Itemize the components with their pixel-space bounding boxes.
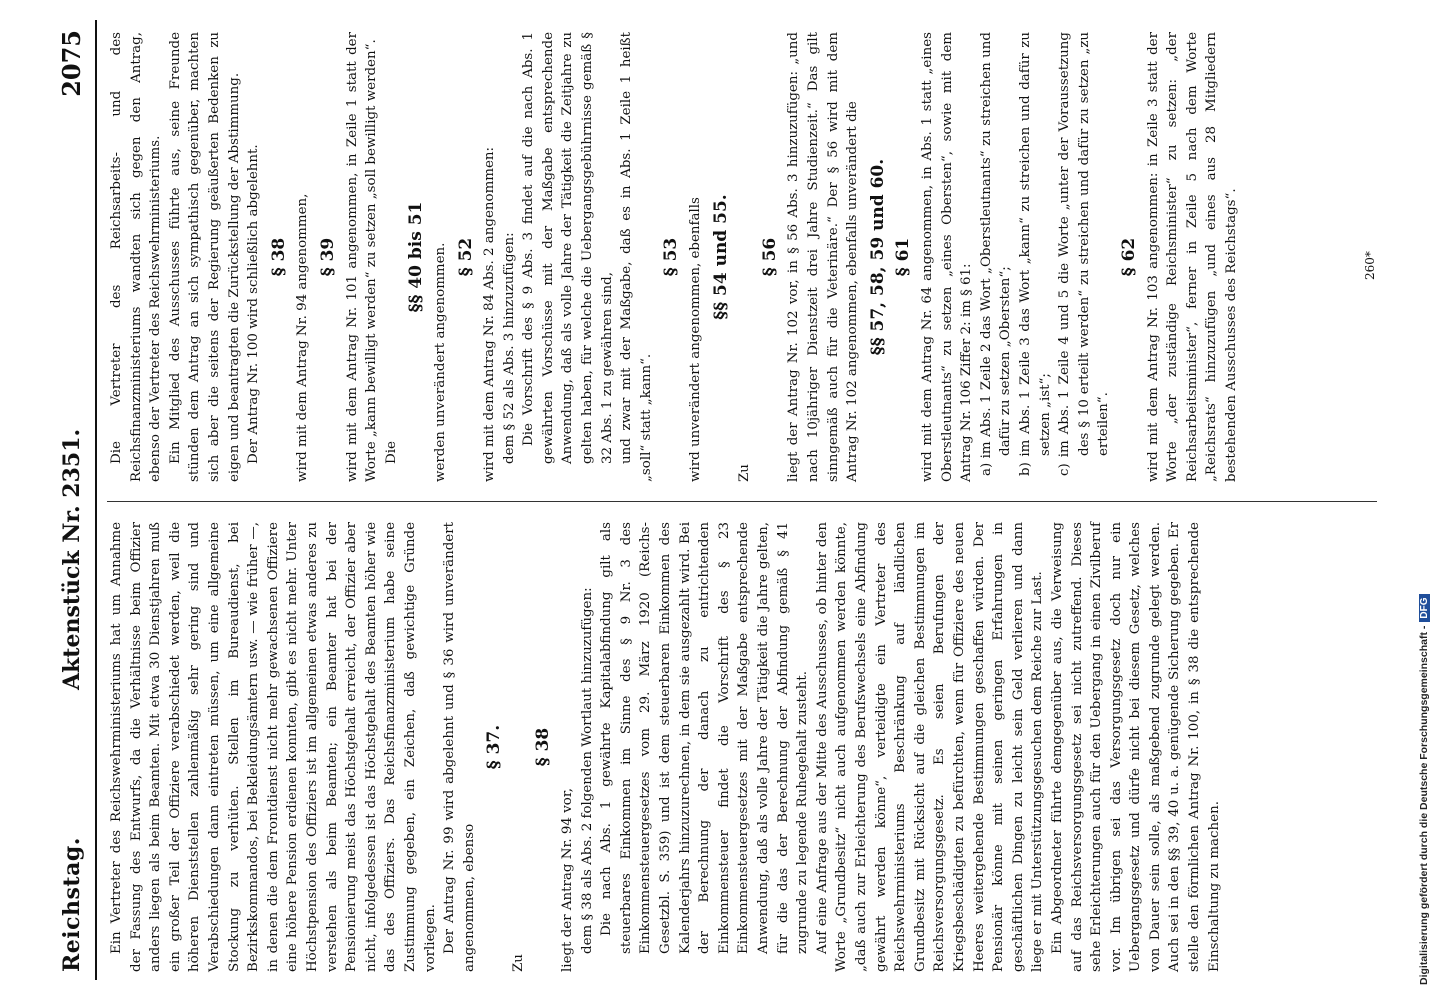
section-heading: § 38 bbox=[268, 237, 289, 277]
paragraph: wird mit dem Antrag Nr. 84 Abs. 2 angenommen: bbox=[482, 146, 498, 482]
section-heading: §§ 57, 58, 59 und 60. bbox=[867, 158, 888, 356]
paragraph: Der Antrag Nr. 100 wird schließlich abgelehnt. bbox=[246, 144, 262, 464]
paragraph: dem § 38 als Abs. 2 folgenden Wortlaut hinzuzufügen: bbox=[579, 587, 595, 954]
section-heading: §§ 40 bis 51 bbox=[406, 201, 427, 313]
paragraph: c) im Abs. 1 Zeile 4 und 5 die Worte „unter der Voraussetzung des § 10 erteilt werden“ zu streichen und dafür zu setzen „zu erteilen“. bbox=[1057, 32, 1112, 476]
left-column bbox=[107, 522, 1224, 972]
paragraph: Ein Abgeordneter führte demgegenüber aus, die Verweisung auf das Reichsversorgungsgesetz sei nicht zutreffend. Dieses sehe Erleichterungen auch für den Uebergang in einen Zivilberuf vor. Im übrigen sei das Versorgungsgesetz doch nur ein Uebergangsgesetz und dürfe nicht bei diesem Gesetz, welches von Dauer sein solle, als maßgebend zugrunde gelegt werden. Auch sei in den §§ 39, 40 u. a. genügende Sicherung gegeben. Er stelle den förmlichen Antrag Nr. 100, in § 38 die entsprechende Einschaltung zu machen. bbox=[1049, 522, 1222, 972]
section-heading: § 62 bbox=[1118, 237, 1139, 277]
paragraph: b) im Abs. 1 Zeile 3 das Wort „kann“ zu streichen und dafür zu setzen „ist“; bbox=[1017, 32, 1053, 476]
digitization-note-text: Digitalisierung gefördert durch die Deutsche Forschungsgemeinschaft - bbox=[1418, 625, 1430, 985]
section-heading: § 61 bbox=[893, 237, 914, 277]
section-heading: §§ 54 und 55. bbox=[710, 194, 731, 320]
paragraph: und zwar mit der Maßgabe, daß es in Abs. 1 Zeile 1 heißt „soll“ statt „kann“. bbox=[619, 32, 654, 482]
paragraph: wird mit dem Antrag Nr. 64 angenommen, in Abs. 1 statt „eines Oberstleutnants“ zu setzen „eines Obersten“, sowie mit dem Antrag Nr. 106 Ziffer 2: im § 61: bbox=[919, 32, 975, 482]
column-divider bbox=[107, 501, 1377, 502]
dfg-logo: DFG bbox=[1419, 595, 1430, 622]
paragraph: Ein Vertreter des Reichswehrministeriums hat um Annahme der Fassung des Entwurfs, da die Verhältnisse beim Offizier anders liegen als beim Beamten. Mit etwa 30 Dienstjahren muß ein großer Teil der Offiziere verabschiedet werden, weil die höheren Dienststellen zahlenmäßig sehr gering sind und Verabschiedungen dann eintreten müssen, um eine allgemeine Stockung zu verhüten. Stellen im Bureaudienst, bei Bezirkskommandos, bei Bekleidungsämtern usw. — wie früher —, in denen die dem Frontdienst nicht mehr gewachsenen Offiziere eine höhere Pension erdienen konnten, gibt es nicht mehr. Unter Höchstpension des Offiziers ist im allgemeinen etwas anderes zu verstehen als beim Beamten; ein Beamter hat bei der Pensionierung meist das Höchstgehalt erreicht, der Offizier aber nicht, infolgedessen ist das Höchstgehalt des Beamten höher wie das des Offiziers. Das Reichsfinanzministerium habe seine Zustimmung gegeben, ein Zeichen, daß gewichtige Gründe vorliegen. bbox=[109, 522, 438, 972]
paragraph: Zu bbox=[737, 464, 753, 482]
paragraph: a) im Abs. 1 Zeile 2 das Wort „Oberstleutnants“ zu streichen und dafür zu setzen „Obersten“; bbox=[978, 32, 1014, 476]
section-heading: § 52 bbox=[455, 237, 476, 277]
paragraph: Die nach Abs. 1 gewährte Kapitalabfindung gilt als steuerbares Einkommen im Sinne des § 9 Nr. 3 des Einkommensteuergesetzes vom 29. März 1920 (Reichs-Gesetzbl. S. 359) und ist dem steuerbaren Einkommen des Kalenderjahrs hinzuzurechnen, in dem sie ausgezahlt wird. Bei der Berechnung der danach zu entrichtenden Einkommensteuer findet die Vorschrift des § 23 Einkommensteuergesetzes mit der Maßgabe entsprechende Anwendung, daß als volle Jahre der Tätigkeit die Jahre gelten, für die das der Berechnung der Abfindung gemäß § 41 zugrunde zu legende Ruhegehalt zusteht. bbox=[599, 522, 811, 954]
header-title: Reichstag. bbox=[59, 837, 85, 972]
paragraph: Auf eine Anfrage aus der Mitte des Ausschusses, ob hinter den Worte „Grundbesitz“ nicht auch aufgenommen werden könnte, „daß auch zur Erleichterung des Berufswechsels eine Abfindung gewährt werden könne“, verteidigte ein Vertreter des Reichswehrministeriums Beschränkung auf ländlichen Grundbesitz mit Rücksicht auf die gleichen Bestimmungen im Reichsversorgungsgesetz. Es seien Berufungen der Kriegsbeschädigten zu befürchten, wenn für Offiziere des neuen Heeres weitergehende Bestimmungen geschaffen würden. Der Pensionär könne mit seinen geringen Erfahrungen in geschäftlichen Dingen zu leicht sein Geld verlieren und dann liege er mit Unterstützungsgesuchen dem Reiche zur Last. bbox=[814, 522, 1046, 972]
rotated-page bbox=[55, 20, 1395, 980]
paragraph: liegt der Antrag Nr. 102 vor, in § 56 Abs. 3 hinzuzufügen: „und nach 10jähriger Dienstzeit drei Jahre Studienzeit.“ Das gilt sinngemäß auch für die Veterinäre.“ Der § 56 wird mit dem Antrag Nr. 102 angenommen, ebenfalls unverändert die bbox=[786, 32, 861, 482]
paragraph: Zu bbox=[510, 954, 526, 972]
digitization-note bbox=[1418, 5, 1432, 985]
paragraph: Die bbox=[383, 441, 399, 464]
paragraph: wird mit dem Antrag Nr. 103 angenommen: in Zeile 3 statt der Worte „der zuständige Reichsminister“ zu setzen: „der Reichsarbeitsminister“, ferner in Zeile 5 nach dem Worte „Reichsrats“ hinzuzufügen „und eines aus 28 Mitgliedern bestehenden Ausschusses des Reichstags“. bbox=[1145, 32, 1239, 482]
section-heading: § 56 bbox=[759, 237, 780, 277]
section-heading: § 39 bbox=[317, 237, 338, 277]
page-header bbox=[55, 20, 97, 980]
paragraph: Die Vertreter des Reichsarbeits- und des Reichsfinanzministeriums wandten sich gegen den Antrag, ebenso der Vertreter des Reichswehrministeriums. bbox=[109, 32, 164, 482]
paragraph: Ein Mitglied des Ausschusses führte aus, seine Freunde stünden dem Antrag an sich sympathisch gegenüber, machten sich aber die seitens der Regierung geäußerten Bedenken zu eigen und beantragten die Zurückstellung der Abstimmung. bbox=[167, 32, 242, 482]
section-heading: § 37. bbox=[484, 724, 505, 770]
paragraph: wird unverändert angenommen, ebenfalls bbox=[688, 197, 704, 482]
right-column bbox=[107, 32, 1241, 482]
paragraph: dem § 52 als Abs. 3 hinzuzufügen: bbox=[501, 232, 517, 464]
header-subtitle: Aktenstück Nr. 2351. bbox=[59, 428, 85, 690]
section-heading: § 53 bbox=[661, 237, 682, 277]
paragraph: werden unverändert angenommen. bbox=[432, 242, 448, 482]
paragraph: liegt der Antrag Nr. 94 vor, bbox=[560, 787, 576, 972]
paragraph: wird mit dem Antrag Nr. 94 angenommen, bbox=[295, 193, 311, 482]
sheet-mark: 260* bbox=[1363, 251, 1377, 280]
section-heading: § 38 bbox=[533, 727, 554, 767]
page-number: 2075 bbox=[57, 30, 86, 97]
paragraph: Der Antrag Nr. 99 wird abgelehnt und § 36 wird unverändert angenommen, ebenso bbox=[442, 522, 477, 972]
paragraph: wird mit dem Antrag Nr. 101 angenommen, in Zeile 1 statt der Worte „kann bewilligt werden“ zu setzen „soll bewilligt werden“. bbox=[344, 32, 380, 482]
paragraph: Die Vorschrift des § 9 Abs. 3 findet auf die nach Abs. 1 gewährten Vorschüsse mit der Maßgabe entsprechende Anwendung, daß als volle Jahre der Tätigkeit die Zeitjahre zu gelten haben, für welche die Uebergangsgebührnisse gemäß § 32 Abs. 1 zu gewähren sind, bbox=[521, 32, 615, 464]
